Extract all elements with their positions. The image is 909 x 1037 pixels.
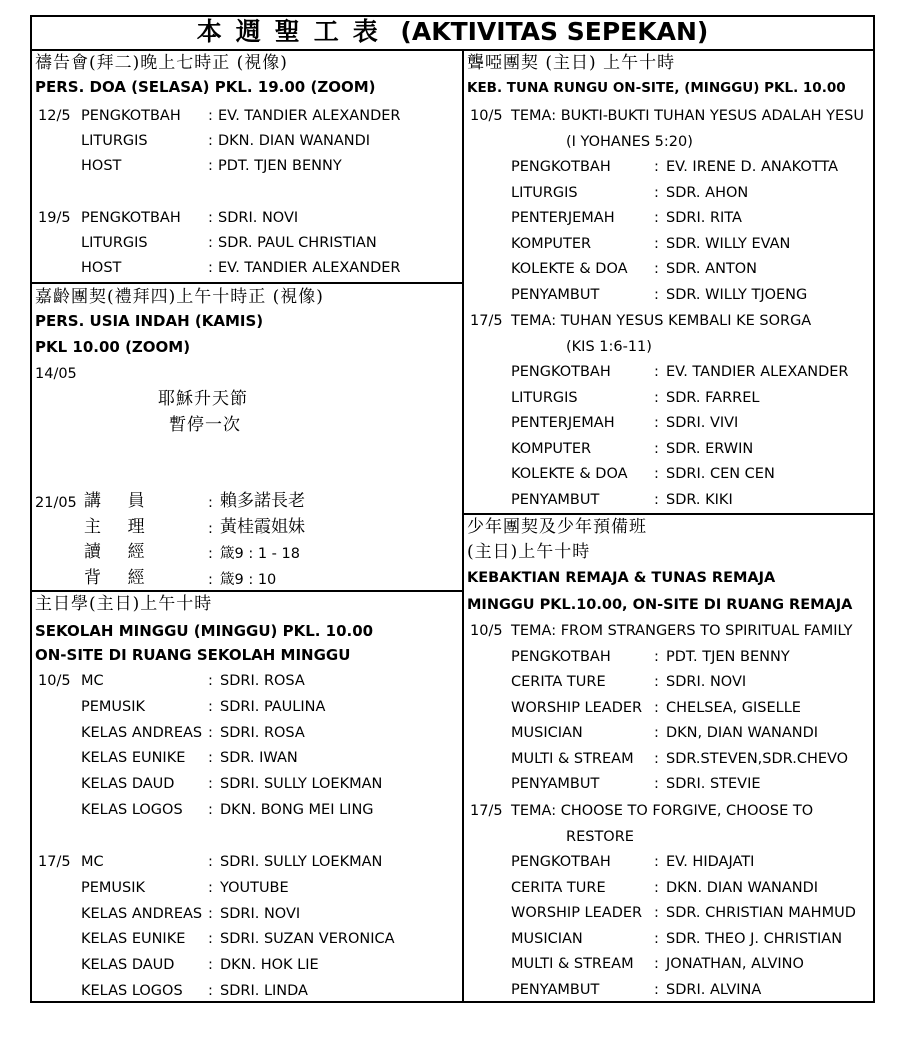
duty-person: SDRI. STEVIE bbox=[666, 776, 761, 792]
separator-colon: : bbox=[654, 905, 659, 921]
prayer-header: PERS. DOA (SELASA) PKL. 19.00 (ZOOM) bbox=[35, 78, 376, 96]
duty-person: EV. HIDAJATI bbox=[666, 854, 755, 870]
elderly-notice-2: 暫停一次 bbox=[169, 415, 241, 435]
sunday-school-cn-header: 主日學(主日)上午十時 bbox=[35, 594, 213, 614]
duty-role: KELAS LOGOS bbox=[81, 983, 183, 999]
separator-colon: : bbox=[654, 956, 659, 972]
duty-role: KELAS DAUD bbox=[81, 776, 175, 793]
duty-person: 箴9 : 10 bbox=[220, 571, 277, 588]
duty-role: WORSHIP LEADER bbox=[511, 905, 643, 921]
divider-left-1 bbox=[30, 282, 464, 284]
duty-role: LITURGIS bbox=[511, 389, 578, 406]
duty-person: PDT. TJEN BENNY bbox=[666, 648, 790, 665]
page-title bbox=[32, 17, 873, 50]
elderly-date-2: 21/05 bbox=[35, 495, 77, 511]
duty-person: SDR. ANTON bbox=[666, 261, 758, 277]
duty-person: SDRI. ROSA bbox=[220, 724, 305, 741]
duty-role: KOLEKTE & DOA bbox=[511, 261, 628, 277]
duty-role: PENGKOTBAH bbox=[511, 854, 611, 870]
duty-role: PENGKOTBAH bbox=[511, 159, 611, 175]
duty-person: SDR. THEO J. CHRISTIAN bbox=[666, 930, 843, 947]
separator-colon: : bbox=[208, 854, 213, 870]
duty-role: MULTI & STREAM bbox=[511, 750, 634, 767]
duty-role: KOLEKTE & DOA bbox=[511, 466, 628, 482]
youth-cn-header-2: (主日)上午十時 bbox=[467, 542, 591, 562]
separator-colon: : bbox=[654, 648, 659, 665]
duty-person: CHELSEA, GISELLE bbox=[666, 699, 801, 716]
separator-colon: : bbox=[654, 879, 659, 896]
separator-colon: : bbox=[208, 235, 213, 251]
divider-right-1 bbox=[462, 513, 875, 515]
entry-date: 10/5 bbox=[470, 623, 503, 639]
entry-date: 17/5 bbox=[470, 313, 503, 329]
separator-colon: : bbox=[208, 133, 213, 149]
duty-person: SDRI. LINDA bbox=[220, 983, 308, 999]
separator-colon: : bbox=[654, 854, 659, 870]
duty-person: SDRI. ALVINA bbox=[666, 981, 762, 998]
separator-colon: : bbox=[654, 415, 659, 431]
separator-colon: : bbox=[654, 981, 659, 998]
separator-colon: : bbox=[208, 520, 213, 537]
duty-role: PENYAMBUT bbox=[511, 776, 600, 792]
duty-role: MUSICIAN bbox=[511, 930, 583, 947]
deaf-cn-header: 聾啞團契 (主日) 上午十時 bbox=[467, 53, 676, 73]
separator-colon: : bbox=[208, 724, 213, 741]
duty-person: 賴多諾長老 bbox=[220, 491, 305, 511]
duty-role: CERITA TURE bbox=[511, 674, 606, 690]
separator-colon: : bbox=[208, 957, 213, 974]
divider-left-2 bbox=[30, 590, 464, 592]
duty-person: SDRI. SUZAN VERONICA bbox=[220, 931, 395, 948]
separator-colon: : bbox=[654, 389, 659, 406]
duty-person: SDRI. PAULINA bbox=[220, 698, 326, 715]
duty-role: PENTERJEMAH bbox=[511, 210, 615, 226]
duty-person: DKN. BONG MEI LING bbox=[220, 802, 374, 818]
separator-colon: : bbox=[654, 725, 659, 741]
entry-theme: TEMA: TUHAN YESUS KEMBALI KE SORGA bbox=[511, 313, 812, 329]
entry-theme-continued: (KIS 1:6-11) bbox=[566, 338, 652, 355]
separator-colon: : bbox=[654, 364, 659, 380]
duty-person: SDR. KIKI bbox=[666, 491, 733, 508]
title-latin: (AKTIVITAS SEPEKAN) bbox=[400, 17, 709, 46]
separator-colon: : bbox=[654, 750, 659, 767]
duty-person: SDRI. SULLY LOEKMAN bbox=[220, 776, 383, 793]
duty-person: SDR. WILLY EVAN bbox=[666, 235, 791, 252]
duty-person: SDR. FARREL bbox=[666, 389, 760, 406]
separator-colon: : bbox=[208, 776, 213, 793]
duty-role: LITURGIS bbox=[81, 235, 148, 251]
entry-date: 12/5 bbox=[38, 108, 71, 124]
duty-role: KELAS LOGOS bbox=[81, 802, 183, 818]
entry-date: 17/5 bbox=[470, 803, 503, 819]
duty-person: SDRI. RITA bbox=[666, 210, 742, 226]
title-chinese: 本週聖工表 bbox=[196, 17, 392, 46]
separator-colon: : bbox=[208, 158, 213, 174]
duty-role: PENYAMBUT bbox=[511, 981, 600, 998]
duty-person: DKN. HOK LIE bbox=[220, 957, 319, 974]
duty-role: KELAS EUNIKE bbox=[81, 931, 186, 948]
separator-colon: : bbox=[654, 674, 659, 690]
separator-colon: : bbox=[208, 673, 213, 689]
duty-person: SDRI. NOVI bbox=[218, 210, 299, 226]
duty-person: SDRI. CEN CEN bbox=[666, 466, 775, 482]
duty-role: KELAS ANDREAS bbox=[81, 905, 203, 922]
separator-colon: : bbox=[654, 235, 659, 252]
column-divider bbox=[462, 50, 464, 1003]
separator-colon: : bbox=[208, 983, 213, 999]
youth-cn-header-1: 少年團契及少年預備班 bbox=[467, 517, 647, 537]
duty-person: PDT. TJEN BENNY bbox=[218, 158, 342, 174]
duty-person: EV. TANDIER ALEXANDER bbox=[218, 260, 401, 276]
separator-colon: : bbox=[208, 698, 213, 715]
duty-role: MC bbox=[81, 673, 104, 689]
duty-person: SDRI. NOVI bbox=[220, 905, 301, 922]
separator-colon: : bbox=[654, 776, 659, 792]
duty-person: SDR. CHRISTIAN MAHMUD bbox=[666, 905, 856, 921]
duty-role: PENTERJEMAH bbox=[511, 415, 615, 431]
duty-role: 讀 經 bbox=[84, 542, 146, 562]
duty-person: EV. IRENE D. ANAKOTTA bbox=[666, 159, 839, 175]
separator-colon: : bbox=[654, 930, 659, 947]
separator-colon: : bbox=[208, 546, 213, 562]
separator-colon: : bbox=[208, 108, 213, 124]
entry-theme-continued: RESTORE bbox=[566, 828, 634, 845]
duty-person: EV. TANDIER ALEXANDER bbox=[218, 108, 401, 124]
duty-role: PENGKOTBAH bbox=[81, 210, 181, 226]
entry-theme: TEMA: CHOOSE TO FORGIVE, CHOOSE TO bbox=[511, 803, 814, 819]
separator-colon: : bbox=[654, 440, 659, 457]
entry-date: 19/5 bbox=[38, 210, 71, 226]
duty-person: DKN, DIAN WANANDI bbox=[666, 725, 819, 741]
duty-role: MC bbox=[81, 854, 104, 870]
duty-person: SDR.STEVEN,SDR.CHEVO bbox=[666, 750, 849, 767]
separator-colon: : bbox=[208, 495, 213, 511]
duty-role: 講 員 bbox=[84, 491, 146, 511]
separator-colon: : bbox=[654, 491, 659, 508]
duty-person: JONATHAN, ALVINO bbox=[666, 956, 804, 972]
duty-person: SDR. WILLY TJOENG bbox=[666, 286, 808, 303]
duty-role: PENYAMBUT bbox=[511, 491, 600, 508]
entry-date: 10/5 bbox=[38, 673, 71, 689]
duty-person: SDR. PAUL CHRISTIAN bbox=[218, 235, 377, 251]
entry-date: 17/5 bbox=[38, 854, 71, 870]
duty-role: PEMUSIK bbox=[81, 698, 146, 715]
separator-colon: : bbox=[208, 750, 213, 767]
duty-role: LITURGIS bbox=[511, 184, 578, 201]
sunday-school-header-1: SEKOLAH MINGGU (MINGGU) PKL. 10.00 bbox=[35, 622, 374, 640]
separator-colon: : bbox=[208, 879, 213, 896]
deaf-header: KEB. TUNA RUNGU ON-SITE, (MINGGU) PKL. 10.00 bbox=[467, 80, 846, 96]
duty-role: PENGKOTBAH bbox=[81, 108, 181, 124]
duty-person: YOUTUBE bbox=[220, 879, 289, 896]
duty-role: PENYAMBUT bbox=[511, 286, 600, 303]
duty-person: 黃桂霞姐妹 bbox=[220, 516, 305, 537]
duty-person: SDRI. ROSA bbox=[220, 673, 305, 689]
entry-date: 10/5 bbox=[470, 108, 503, 124]
youth-header-2: MINGGU PKL.10.00, ON-SITE DI RUANG REMAJA bbox=[467, 597, 853, 613]
separator-colon: : bbox=[208, 260, 213, 276]
duty-person: SDRI. SULLY LOEKMAN bbox=[220, 854, 383, 870]
duty-person: DKN. DIAN WANANDI bbox=[666, 879, 819, 896]
duty-role: 主 理 bbox=[84, 516, 146, 537]
youth-header-1: KEBAKTIAN REMAJA & TUNAS REMAJA bbox=[467, 570, 776, 586]
elderly-header-2: PKL 10.00 (ZOOM) bbox=[35, 338, 191, 356]
duty-role: CERITA TURE bbox=[511, 879, 606, 896]
duty-role: LITURGIS bbox=[81, 133, 148, 149]
entry-theme-continued: (I YOHANES 5:20) bbox=[566, 133, 693, 150]
sunday-school-header-2: ON-SITE DI RUANG SEKOLAH MINGGU bbox=[35, 646, 351, 664]
elderly-date-1: 14/05 bbox=[35, 366, 77, 382]
separator-colon: : bbox=[654, 261, 659, 277]
duty-role: HOST bbox=[81, 158, 122, 174]
duty-person: SDR. ERWIN bbox=[666, 440, 754, 457]
separator-colon: : bbox=[208, 210, 213, 226]
duty-role: HOST bbox=[81, 260, 122, 276]
duty-role: PENGKOTBAH bbox=[511, 364, 611, 380]
duty-role: KELAS DAUD bbox=[81, 957, 175, 974]
separator-colon: : bbox=[208, 931, 213, 948]
duty-person: SDR. IWAN bbox=[220, 750, 298, 767]
title-divider bbox=[30, 49, 875, 51]
separator-colon: : bbox=[654, 466, 659, 482]
duty-person: EV. TANDIER ALEXANDER bbox=[666, 364, 849, 380]
duty-role: WORSHIP LEADER bbox=[511, 699, 643, 716]
separator-colon: : bbox=[654, 699, 659, 716]
separator-colon: : bbox=[654, 159, 659, 175]
separator-colon: : bbox=[654, 210, 659, 226]
duty-role: MULTI & STREAM bbox=[511, 956, 634, 972]
elderly-notice-1: 耶穌升天節 bbox=[158, 389, 248, 409]
separator-colon: : bbox=[654, 286, 659, 303]
duty-role: KELAS ANDREAS bbox=[81, 724, 203, 741]
duty-role: 背 經 bbox=[84, 567, 146, 588]
duty-role: PEMUSIK bbox=[81, 879, 146, 896]
duty-person: DKN. DIAN WANANDI bbox=[218, 133, 371, 149]
duty-person: 箴9 : 1 - 18 bbox=[220, 546, 300, 562]
duty-person: SDRI. VIVI bbox=[666, 415, 739, 431]
duty-role: PENGKOTBAH bbox=[511, 648, 611, 665]
separator-colon: : bbox=[208, 905, 213, 922]
entry-theme: TEMA: FROM STRANGERS TO SPIRITUAL FAMILY bbox=[511, 623, 853, 639]
separator-colon: : bbox=[654, 184, 659, 201]
duty-role: KELAS EUNIKE bbox=[81, 750, 186, 767]
duty-person: SDR. AHON bbox=[666, 184, 749, 201]
elderly-header-1: PERS. USIA INDAH (KAMIS) bbox=[35, 312, 264, 330]
elderly-cn-header: 嘉齡團契(禮拜四)上午十時正 (視像) bbox=[35, 287, 324, 307]
prayer-cn-header: 禱告會(拜二)晚上七時正 (視像) bbox=[35, 53, 288, 73]
duty-role: KOMPUTER bbox=[511, 235, 592, 252]
separator-colon: : bbox=[208, 802, 213, 818]
separator-colon: : bbox=[208, 571, 213, 588]
duty-person: SDRI. NOVI bbox=[666, 674, 747, 690]
duty-role: KOMPUTER bbox=[511, 440, 592, 457]
duty-role: MUSICIAN bbox=[511, 725, 583, 741]
entry-theme: TEMA: BUKTI-BUKTI TUHAN YESUS ADALAH YESU bbox=[511, 108, 864, 124]
